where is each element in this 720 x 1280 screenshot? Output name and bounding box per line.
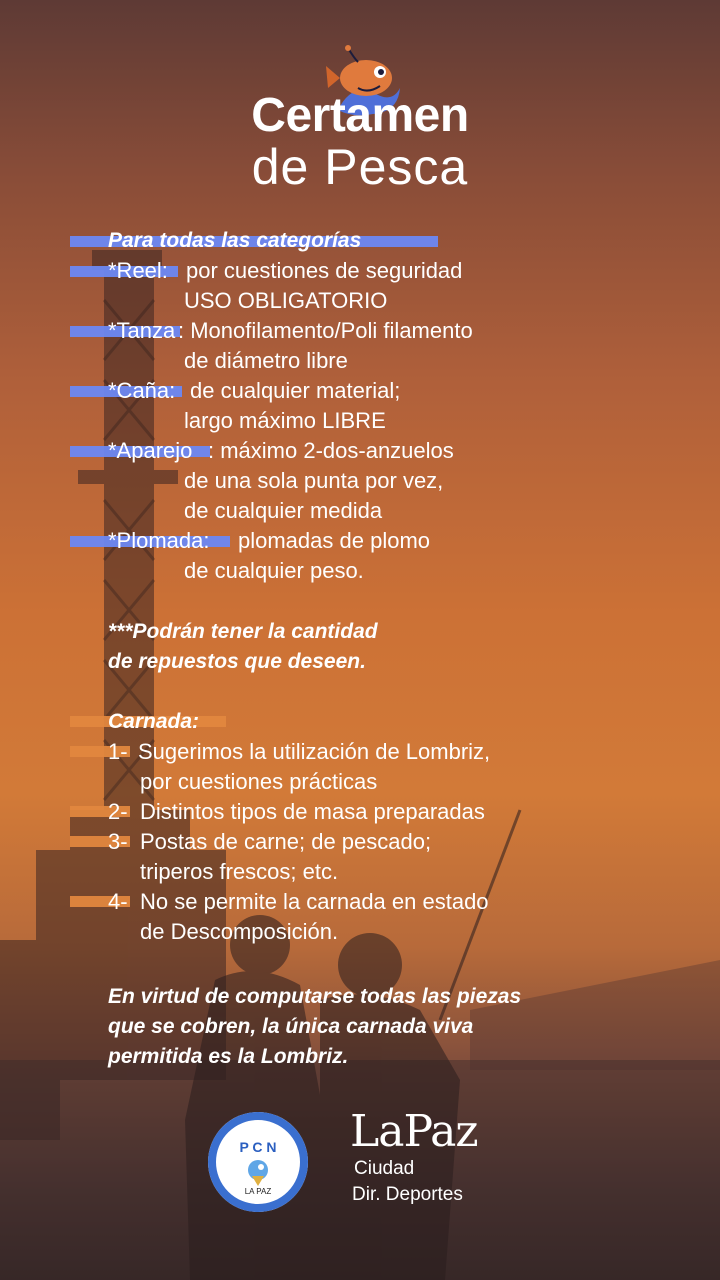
closing-line2: que se cobren, la única carnada viva [108, 1015, 474, 1038]
rule-label-reel: *Reel: [108, 258, 168, 283]
carnada-text: de Descomposición. [140, 919, 339, 944]
rule-label-plomada: *Plomada: [108, 528, 210, 553]
rule-text: de diámetro libre [184, 348, 348, 373]
rule-label-aparejo: *Aparejo [108, 438, 193, 463]
carnada-text: Postas de carne; de pescado; [140, 829, 432, 854]
carnada-num: 4- [108, 889, 128, 914]
city-logo-main: LaPaz [350, 1106, 478, 1157]
closing-line3: permitida es la Lombriz. [108, 1045, 349, 1068]
carnada-text: No se permite la carnada en estado [140, 889, 489, 914]
club-logo-letters: P C N [239, 1139, 277, 1155]
rule-text: por cuestiones de seguridad [186, 258, 463, 283]
rule-text: de cualquier peso. [184, 558, 364, 583]
rule-text: de cualquier material; [190, 378, 401, 403]
rule-label-tanza: *Tanza [108, 318, 176, 343]
note-line2: de repuestos que deseen. [108, 650, 366, 673]
rule-text: de cualquier medida [184, 498, 383, 523]
title-line1: Certamen [251, 89, 469, 142]
club-logo-bottom-text: LA PAZ [244, 1187, 272, 1196]
title-line2: de Pesca [251, 139, 469, 195]
carnada-num: 2- [108, 799, 128, 824]
note-line1: ***Podrán tener la cantidad [108, 620, 378, 643]
carnada-text: Distintos tipos de masa preparadas [140, 799, 485, 824]
city-logo-dept: Dir. Deportes [352, 1184, 463, 1205]
intro-heading: Para todas las categorías [108, 229, 362, 252]
rule-text: largo máximo LIBRE [184, 408, 386, 433]
rule-text: : Monofilamento/Poli filamento [178, 318, 473, 343]
rule-label-cana: *Caña: [108, 378, 176, 403]
carnada-num: 1- [108, 739, 128, 764]
rule-text: : máximo 2-dos-anzuelos [208, 438, 454, 463]
carnada-num: 3- [108, 829, 128, 854]
club-logo [206, 1110, 310, 1214]
closing-line1: En virtud de computarse todas las piezas [108, 985, 522, 1008]
city-logo-sub: Ciudad [354, 1158, 415, 1179]
carnada-text: por cuestiones prácticas [140, 769, 378, 794]
carnada-text: Sugerimos la utilización de Lombriz, [138, 739, 491, 764]
rule-text: de una sola punta por vez, [184, 468, 444, 493]
rule-text: USO OBLIGATORIO [184, 288, 388, 313]
carnada-heading: Carnada: [108, 710, 200, 733]
carnada-text: triperos frescos; etc. [140, 859, 339, 884]
rule-text: plomadas de plomo [238, 528, 431, 553]
